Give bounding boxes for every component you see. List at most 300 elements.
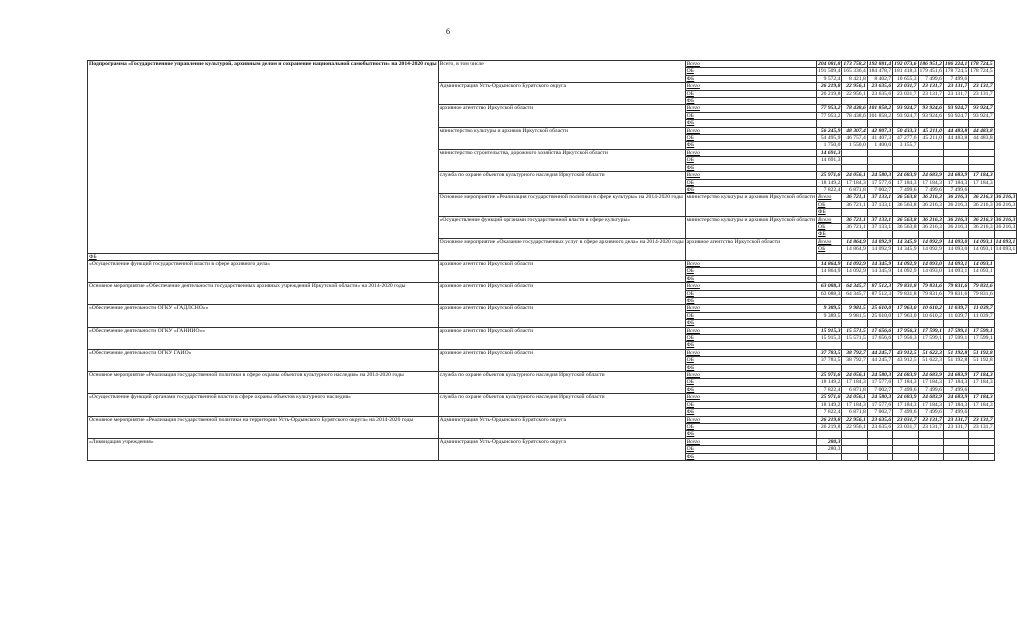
amount-cell: 25 971,6 <box>817 172 842 179</box>
funding-source-cell: ФБ <box>685 342 816 349</box>
amount-cell <box>943 231 968 238</box>
amount-cell: 7 499,6 <box>918 386 943 393</box>
amount-cell: 280,3 <box>817 438 842 445</box>
amount-cell <box>842 157 867 164</box>
amount-cell <box>918 164 943 171</box>
amount-cell: 14 864,9 <box>817 268 842 275</box>
amount-cell: 23 635,6 <box>867 423 892 430</box>
amount-cell: 14 345,9 <box>867 268 892 275</box>
amount-cell <box>969 409 994 416</box>
amount-cell: 3 155,7 <box>893 142 918 149</box>
funding-source-cell: Всего <box>685 349 816 356</box>
amount-cell: 14 093,1 <box>943 260 968 267</box>
amount-cell: 17 963,0 <box>893 312 918 319</box>
executor-cell: архивное агентство Иркутской области <box>438 105 685 127</box>
funding-source-cell: Всего <box>685 260 816 267</box>
amount-cell: 26 219,8 <box>817 423 842 430</box>
amount-cell: 79 831,6 <box>918 290 943 297</box>
amount-cell: 36 563,8 <box>893 216 918 223</box>
funding-source-cell: ФБ <box>685 386 816 393</box>
amount-cell: 11 039,7 <box>943 312 968 319</box>
amount-cell: 17 184,3 <box>943 179 968 186</box>
amount-cell: 36 216,3 <box>918 201 943 208</box>
executor-cell: архивное агентство Иркутской области <box>438 283 685 305</box>
amount-cell: 41 407,3 <box>867 135 892 142</box>
funding-source-cell: ОБ <box>685 112 816 119</box>
amount-cell <box>969 149 994 156</box>
amount-cell <box>918 431 943 438</box>
funding-source-cell: Всего <box>685 305 816 312</box>
funding-source-cell: ФБ <box>685 409 816 416</box>
amount-cell: 17 184,3 <box>969 172 994 179</box>
amount-cell: 23 635,6 <box>867 416 892 423</box>
amount-cell: 24 683,9 <box>918 172 943 179</box>
amount-cell: 45 211,0 <box>918 127 943 134</box>
amount-cell: 17 184,3 <box>969 179 994 186</box>
funding-source-cell: ФБ <box>685 431 816 438</box>
amount-cell: 79 831,8 <box>893 290 918 297</box>
amount-cell <box>918 438 943 445</box>
amount-cell <box>867 149 892 156</box>
program-name-cell: Подпрограмма «Государственное управление культурой, архивным делом и сохранение национальной самобытности» на 2014-2020 годы <box>88 61 439 254</box>
amount-cell: 14 345,9 <box>867 260 892 267</box>
amount-cell: 17 599,1 <box>918 335 943 342</box>
amount-cell: 14 093,0 <box>918 260 943 267</box>
amount-cell: 44 483,8 <box>943 135 968 142</box>
amount-cell <box>969 275 994 282</box>
amount-cell <box>842 438 867 445</box>
amount-cell <box>943 120 968 127</box>
amount-cell <box>969 438 994 445</box>
amount-cell <box>893 275 918 282</box>
amount-cell: 42 807,3 <box>867 127 892 134</box>
amount-cell: 178 724,5 <box>970 68 993 75</box>
amount-cell: 7 499,6 <box>943 386 968 393</box>
amount-cell: 23 131,7 <box>918 83 943 90</box>
funding-source-cell: ОБ <box>685 135 816 142</box>
funding-source-cell: ОБ <box>685 312 816 319</box>
amount-cell <box>969 342 994 349</box>
amount-cell: 24 580,3 <box>867 372 892 379</box>
amount-cell: 17 184,3 <box>918 379 943 386</box>
amount-cell: 36 563,8 <box>893 194 918 201</box>
amount-cell <box>893 231 918 238</box>
funding-source-cell: Всего <box>685 327 816 334</box>
amount-cell: 23 131,7 <box>918 90 943 97</box>
funding-source-cell: Всего <box>817 194 842 201</box>
amount-cell: 36 216,3 <box>995 194 1016 201</box>
amount-cell: 38 792,7 <box>842 349 867 356</box>
amount-cell <box>867 453 892 460</box>
amount-cell: 93 924,6 <box>918 105 943 112</box>
amount-cell <box>893 431 918 438</box>
amount-cell <box>867 231 892 238</box>
funding-source-cell: ОБ <box>685 157 816 164</box>
amount-cell: 38 792,7 <box>842 357 867 364</box>
amount-cell: 22 956,1 <box>842 423 867 430</box>
amount-cell: 8 402,7 <box>867 75 892 82</box>
amount-cell: 79 831,6 <box>969 283 994 290</box>
amount-cell: 17 184,3 <box>893 401 918 408</box>
amount-cell: 14 093,0 <box>943 246 968 253</box>
amount-cell <box>817 253 842 260</box>
amount-cell: 24 683,9 <box>943 172 968 179</box>
amount-cell: 14 093,0 <box>918 268 943 275</box>
amount-cell: 50 433,3 <box>893 127 918 134</box>
funding-source-cell: ОБ <box>685 446 816 453</box>
amount-cell: 7 499,6 <box>893 186 918 193</box>
amount-cell <box>867 438 892 445</box>
amount-cell: 23 131,7 <box>918 423 943 430</box>
amount-cell <box>943 438 968 445</box>
amount-cell: 14 691,3 <box>817 157 842 164</box>
amount-cell <box>918 142 943 149</box>
amount-cell <box>867 209 892 216</box>
amount-cell: 186 224,1 <box>944 61 968 67</box>
funding-source-cell: ОБ <box>817 246 842 253</box>
amount-cell: 6 871,8 <box>842 186 867 193</box>
amount-cell: 11 039,7 <box>969 312 994 319</box>
amount-cell: 8 421,8 <box>842 75 867 82</box>
amount-cell <box>867 164 892 171</box>
amount-cell <box>969 75 994 82</box>
amount-cell: 23 031,7 <box>893 416 918 423</box>
amount-cell: 23 635,6 <box>867 90 892 97</box>
amount-cell <box>969 209 994 216</box>
amount-cell: 44 483,8 <box>943 127 968 134</box>
amount-cell: 14 092,9 <box>918 246 943 253</box>
amount-cell <box>817 275 842 282</box>
funding-source-cell: Всего <box>685 61 816 68</box>
funding-source-cell: ФБ <box>685 142 816 149</box>
amount-cell <box>842 164 867 171</box>
amount-cell: 15 571,5 <box>842 335 867 342</box>
funding-source-cell: ФБ <box>685 186 816 193</box>
amount-cell: 64 345,7 <box>842 283 867 290</box>
amount-cell: 1 750,0 <box>817 142 842 149</box>
program-name-cell: «Осуществление функций органами государственной власти в сфере культуры» <box>438 216 685 238</box>
program-name-cell: Основное мероприятие «Реализация государственной политики в сфере культуры» на 2014-2020 годы <box>438 194 685 216</box>
table-row <box>88 394 1017 401</box>
amount-cell <box>893 446 918 453</box>
amount-cell <box>817 98 842 105</box>
amount-cell: 43 912,5 <box>893 357 918 364</box>
executor-cell: архивное агентство Иркутской области <box>685 238 816 260</box>
amount-cell: 10 655,3 <box>893 75 918 82</box>
executor-cell: служба по охране объектов культурного наследия Иркутской области <box>438 394 685 416</box>
amount-cell: 17 577,6 <box>867 379 892 386</box>
amount-cell: 24 056,1 <box>842 372 867 379</box>
amount-cell <box>842 231 867 238</box>
funding-source-cell: ФБ <box>685 164 816 171</box>
amount-cell <box>943 364 968 371</box>
amount-cell: 17 656,6 <box>867 327 892 334</box>
funding-source-cell: ФБ <box>685 298 816 305</box>
amount-cell <box>817 164 842 171</box>
amount-cell: 14 093,1 <box>995 238 1016 245</box>
executor-cell: Администрация Усть-Ордынского Бурятского округа <box>438 416 685 438</box>
amount-cell: 9 389,5 <box>817 305 842 312</box>
funding-source-cell: ОБ <box>685 268 816 275</box>
amount-cell: 36 216,3 <box>995 223 1016 230</box>
funding-source-cell: ОБ <box>685 335 816 342</box>
amount-cell: 18 149,2 <box>817 379 842 386</box>
amount-cell: 17 184,3 <box>893 179 918 186</box>
amount-cell: 54 495,9 <box>817 135 842 142</box>
funding-source-cell: ОБ <box>685 68 816 75</box>
amount-cell: 23 131,7 <box>969 423 994 430</box>
amount-cell <box>867 98 892 105</box>
amount-cell: 173 758,2 <box>843 61 866 67</box>
amount-cell: 78 438,6 <box>842 105 867 112</box>
amount-cell <box>893 120 918 127</box>
amount-cell: 24 056,1 <box>842 172 867 179</box>
amount-cell: 7 002,7 <box>867 186 892 193</box>
funding-source-cell: ОБ <box>817 201 842 208</box>
amount-cell <box>817 320 842 327</box>
amount-cell: 18 149,2 <box>817 179 842 186</box>
amount-cell <box>842 149 867 156</box>
amount-cell: 7 499,6 <box>943 409 968 416</box>
amount-cell: 14 093,1 <box>969 268 994 275</box>
amount-cell: 23 131,7 <box>969 83 994 90</box>
amount-cell <box>842 320 867 327</box>
funding-source-cell: ФБ <box>88 253 439 260</box>
amount-cell <box>943 157 968 164</box>
amount-cell: 26 219,8 <box>817 83 842 90</box>
amount-cell <box>842 453 867 460</box>
amount-cell: 37 783,5 <box>817 349 842 356</box>
amount-cell <box>842 431 867 438</box>
amount-cell: 23 635,6 <box>867 83 892 90</box>
funding-source-cell: Всего <box>685 416 816 423</box>
amount-cell <box>969 253 994 260</box>
amount-cell: 36 563,8 <box>893 201 918 208</box>
amount-cell: 14 864,9 <box>842 246 867 253</box>
amount-cell: 192 073,6 <box>894 61 917 67</box>
amount-cell: 14 093,1 <box>969 246 994 253</box>
amount-cell: 18 149,2 <box>817 401 842 408</box>
amount-cell: 78 438,6 <box>842 112 867 119</box>
amount-cell <box>943 298 968 305</box>
amount-cell <box>893 320 918 327</box>
amount-cell: 44 483,8 <box>969 127 994 134</box>
program-name-cell: «Ликвидация учреждения» <box>88 438 439 460</box>
amount-cell: 25 610,0 <box>867 312 892 319</box>
amount-cell: 178 724,5 <box>970 61 993 67</box>
amount-cell: 93 924,7 <box>893 105 918 112</box>
amount-cell: 179 451,6 <box>919 68 942 75</box>
amount-cell <box>969 120 994 127</box>
amount-cell: 37 133,1 <box>867 201 892 208</box>
amount-cell: 36 216,3 <box>969 194 994 201</box>
amount-cell: 7 499,6 <box>918 409 943 416</box>
funding-source-cell: ОБ <box>685 90 816 97</box>
amount-cell: 23 131,7 <box>943 83 968 90</box>
amount-cell <box>969 446 994 453</box>
amount-cell: 14 093,0 <box>943 238 968 245</box>
amount-cell: 181 418,3 <box>894 68 917 75</box>
amount-cell: 9 981,5 <box>842 305 867 312</box>
amount-cell <box>817 120 842 127</box>
funding-source-cell: ОБ <box>685 357 816 364</box>
table-row <box>88 283 1017 290</box>
amount-cell: 51 622,3 <box>918 357 943 364</box>
program-name-cell: Основное мероприятие «Реализация государственной политики в сфере охраны объектов культурного наследия» на 2014-2020 годы <box>88 372 439 394</box>
amount-cell: 36 216,3 <box>995 201 1016 208</box>
page-number: 6 <box>446 27 450 36</box>
amount-cell: 79 831,6 <box>943 283 968 290</box>
amount-cell <box>842 342 867 349</box>
amount-cell <box>943 164 968 171</box>
amount-cell <box>943 209 968 216</box>
amount-cell: 79 831,6 <box>943 290 968 297</box>
funding-source-cell: ОБ <box>685 179 816 186</box>
amount-cell <box>893 298 918 305</box>
amount-cell <box>918 298 943 305</box>
executor-cell: служба по охране объектов культурного наследия Иркутской области <box>438 372 685 394</box>
funding-source-cell: ФБ <box>685 98 816 105</box>
amount-cell <box>918 98 943 105</box>
amount-cell: 23 131,7 <box>969 416 994 423</box>
amount-cell <box>918 453 943 460</box>
amount-cell: 51 192,8 <box>969 349 994 356</box>
amount-cell: 36 216,3 <box>918 216 943 223</box>
amount-cell: 22 956,1 <box>842 90 867 97</box>
amount-cell: 165 336,4 <box>843 68 866 75</box>
executor-cell: министерство культуры и архивов Иркутской области <box>438 127 685 149</box>
amount-cell: 14 092,9 <box>893 268 918 275</box>
amount-cell <box>943 149 968 156</box>
amount-cell <box>943 320 968 327</box>
amount-cell: 17 184,3 <box>969 394 994 401</box>
amount-cell <box>918 209 943 216</box>
amount-cell: 11 039,7 <box>943 305 968 312</box>
program-name-cell: «Обеспечение деятельности ОГКУ ГАИО» <box>88 349 439 371</box>
table-row <box>88 349 1017 356</box>
funding-source-cell: ОБ <box>685 290 816 297</box>
amount-cell <box>842 364 867 371</box>
amount-cell: 14 092,9 <box>842 260 867 267</box>
amount-cell: 17 184,3 <box>969 379 994 386</box>
amount-cell: 24 580,3 <box>867 172 892 179</box>
executor-cell: Администрация Усть-Ордынского Бурятского округа <box>438 438 685 460</box>
funding-source-cell: Всего <box>685 372 816 379</box>
budget-table <box>87 60 1017 461</box>
amount-cell: 17 184,3 <box>969 372 994 379</box>
amount-cell <box>969 142 994 149</box>
amount-cell <box>943 275 968 282</box>
amount-cell: 178 724,5 <box>944 68 968 75</box>
program-name-cell: Основное мероприятие «Реализация государственной политики на территории Усть-Ордынского Бурятского округа» на 2014-2020 годы <box>88 416 439 438</box>
amount-cell <box>842 298 867 305</box>
amount-cell: 24 683,9 <box>893 372 918 379</box>
amount-cell <box>943 342 968 349</box>
amount-cell: 10 610,2 <box>918 312 943 319</box>
amount-cell: 77 953,2 <box>817 105 842 112</box>
amount-cell <box>918 342 943 349</box>
amount-cell: 93 924,7 <box>943 112 968 119</box>
amount-cell <box>893 364 918 371</box>
amount-cell <box>893 342 918 349</box>
amount-cell: 36 216,3 <box>943 201 968 208</box>
amount-cell: 23 031,7 <box>893 90 918 97</box>
amount-cell <box>943 253 968 260</box>
amount-cell: 43 912,5 <box>893 349 918 356</box>
amount-cell: 7 822,4 <box>817 186 842 193</box>
amount-cell <box>867 298 892 305</box>
amount-cell <box>943 453 968 460</box>
amount-cell: 11 039,7 <box>969 305 994 312</box>
executor-cell: архивное агентство Иркутской области <box>438 349 685 371</box>
amount-cell: 7 499,6 <box>918 75 943 82</box>
amount-cell <box>969 186 994 193</box>
amount-cell: 14 092,9 <box>867 238 892 245</box>
amount-cell <box>893 253 918 260</box>
amount-cell: 1 550,0 <box>842 142 867 149</box>
funding-source-cell: ФБ <box>685 75 816 82</box>
amount-cell: 51 622,3 <box>918 349 943 356</box>
table-row <box>88 260 1017 267</box>
amount-cell: 9 981,5 <box>842 312 867 319</box>
amount-cell: 7 002,7 <box>867 409 892 416</box>
funding-source-cell: Всего <box>685 127 816 134</box>
amount-cell: 79 831,6 <box>918 283 943 290</box>
amount-cell <box>867 364 892 371</box>
amount-cell <box>918 253 943 260</box>
amount-cell: 36 216,3 <box>943 223 968 230</box>
amount-cell <box>867 120 892 127</box>
amount-cell <box>969 164 994 171</box>
funding-source-cell: ФБ <box>685 453 816 460</box>
amount-cell <box>817 298 842 305</box>
amount-cell: 56 245,9 <box>817 127 842 134</box>
amount-cell: 17 599,1 <box>943 335 968 342</box>
amount-cell: 15 915,3 <box>817 327 842 334</box>
amount-cell: 93 924,7 <box>893 112 918 119</box>
program-name-cell: «Осуществление функций органами государственной власти в сфере охраны объектов культурного наследия» <box>88 394 439 416</box>
amount-cell: 14 093,1 <box>969 238 994 245</box>
amount-cell: 36 216,3 <box>969 201 994 208</box>
amount-cell: 184 478,7 <box>868 68 892 75</box>
amount-cell: 24 683,9 <box>893 172 918 179</box>
funding-source-cell: Всего <box>685 438 816 445</box>
amount-cell: 17 577,6 <box>867 179 892 186</box>
funding-source-cell: ФБ <box>817 209 842 216</box>
amount-cell: 36 563,8 <box>893 223 918 230</box>
amount-cell: 17 963,0 <box>893 305 918 312</box>
executor-cell: архивное агентство Иркутской области <box>438 305 685 327</box>
amount-cell: 17 599,1 <box>918 327 943 334</box>
amount-cell: 7 499,6 <box>943 186 968 193</box>
amount-cell: 23 131,7 <box>943 423 968 430</box>
amount-cell: 101 858,2 <box>868 105 892 112</box>
amount-cell <box>893 209 918 216</box>
amount-cell: 77 953,2 <box>817 112 842 119</box>
amount-cell: 23 131,7 <box>943 416 968 423</box>
funding-source-cell: Всего <box>817 216 842 223</box>
amount-cell: 36 721,1 <box>842 194 867 201</box>
budget-table-body <box>88 61 1017 461</box>
amount-cell <box>943 142 968 149</box>
amount-cell: 37 133,1 <box>867 216 892 223</box>
amount-cell: 7 002,7 <box>867 386 892 393</box>
amount-cell: 17 599,1 <box>943 327 968 334</box>
funding-source-cell: Всего <box>685 83 816 90</box>
amount-cell <box>918 231 943 238</box>
amount-cell <box>969 364 994 371</box>
amount-cell: 22 956,1 <box>842 416 867 423</box>
